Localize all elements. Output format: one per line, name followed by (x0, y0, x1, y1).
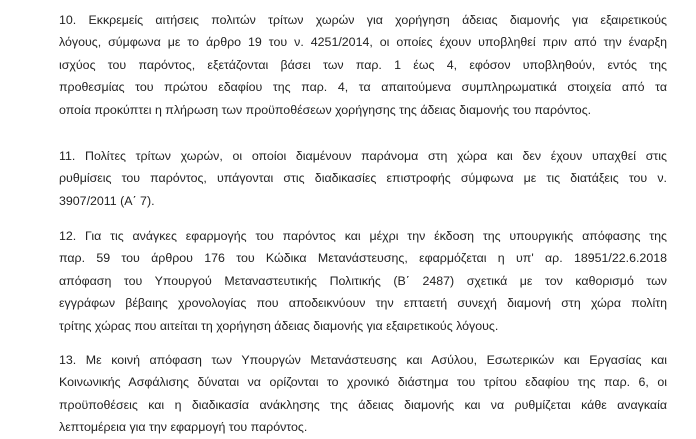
paragraph-line: λόγους, σύμφωνα με το άρθρο 19 του ν. 4251/2014, οι οποίες έχουν υποβληθεί πριν από την έναρξη (59, 35, 667, 50)
paragraph-line: προϋποθέσεις και η διαδικασία ανάκλησης της άδειας διαμονής και να ρυθμίζεται κάθε αναγκαία (59, 397, 667, 412)
paragraph-line: οποία προκύπτει η πλήρωση των προϋποθέσεων χορήγησης της άδειας διαμονής του παρόντος. (59, 102, 592, 117)
paragraph-11 (59, 145, 667, 212)
paragraph-line: Κοινωνικής Ασφάλισης δύναται να ορίζονται το χρονικό διάστημα του τρίτου εδαφίου της παρ. 6, οι (59, 375, 667, 390)
paragraph-line: απόφαση του Υπουργού Μεταναστευτικής Πολιτικής (Β΄ 2487) σχετικά με τον καθορισμό των (59, 273, 667, 288)
paragraph-line: ρυθμίσεις του παρόντος, υπάγονται στις διαδικασίες επιστροφής σύμφωνα με τις διατάξεις του ν. (59, 171, 667, 186)
paragraph-line: παρ. 59 του άρθρου 176 του Κώδικα Μετανάστευσης, εφαρμόζεται η υπ' αρ. 18951/22.6.2018 (59, 251, 667, 266)
paragraph-10 (59, 9, 667, 121)
paragraph-line: 3907/2011 (Α΄ 7). (59, 193, 155, 208)
paragraph-line: λεπτομέρεια για την εφαρμογή του παρόντος. (59, 420, 308, 435)
paragraph-12 (59, 225, 667, 337)
paragraph-line: ισχύος του παρόντος, εξετάζονται βάσει των παρ. 1 έως 4, εφόσον υποβληθούν, εντός της (59, 57, 667, 72)
paragraph-line: 13. Με κοινή απόφαση των Υπουργών Μετανάστευσης και Ασύλου, Εσωτερικών και Εργασίας και (59, 353, 667, 367)
paragraph-line: 11. Πολίτες τρίτων χωρών, οι οποίοι διαμένουν παράνομα στη χώρα και δεν έχουν υπαχθεί στις (59, 149, 667, 163)
paragraph-line: τρίτης χώρας που αιτείται τη χορήγηση άδειας διαμονής για εξαιρετικούς λόγους. (59, 318, 499, 333)
paragraph-line: 10. Εκκρεμείς αιτήσεις πολιτών τρίτων χωρών για χορήγηση άδειας διαμονής για εξαιρετικούς (59, 13, 667, 27)
paragraph-line: προθεσμίας του πρώτου εδαφίου της παρ. 4, τα απαιτούμενα συμπληρωματικά στοιχεία από τα (59, 80, 667, 95)
paragraph-13 (59, 349, 667, 439)
paragraph-line: εγγράφων βέβαιης χρονολογίας που αποδεικνύουν την επταετή συνεχή διαμονή στη χώρα πολίτη (59, 296, 667, 311)
paragraph-line: 12. Για τις ανάγκες εφαρμογής του παρόντος και μέχρι την έκδοση της υπουργικής απόφασης της (59, 229, 667, 243)
